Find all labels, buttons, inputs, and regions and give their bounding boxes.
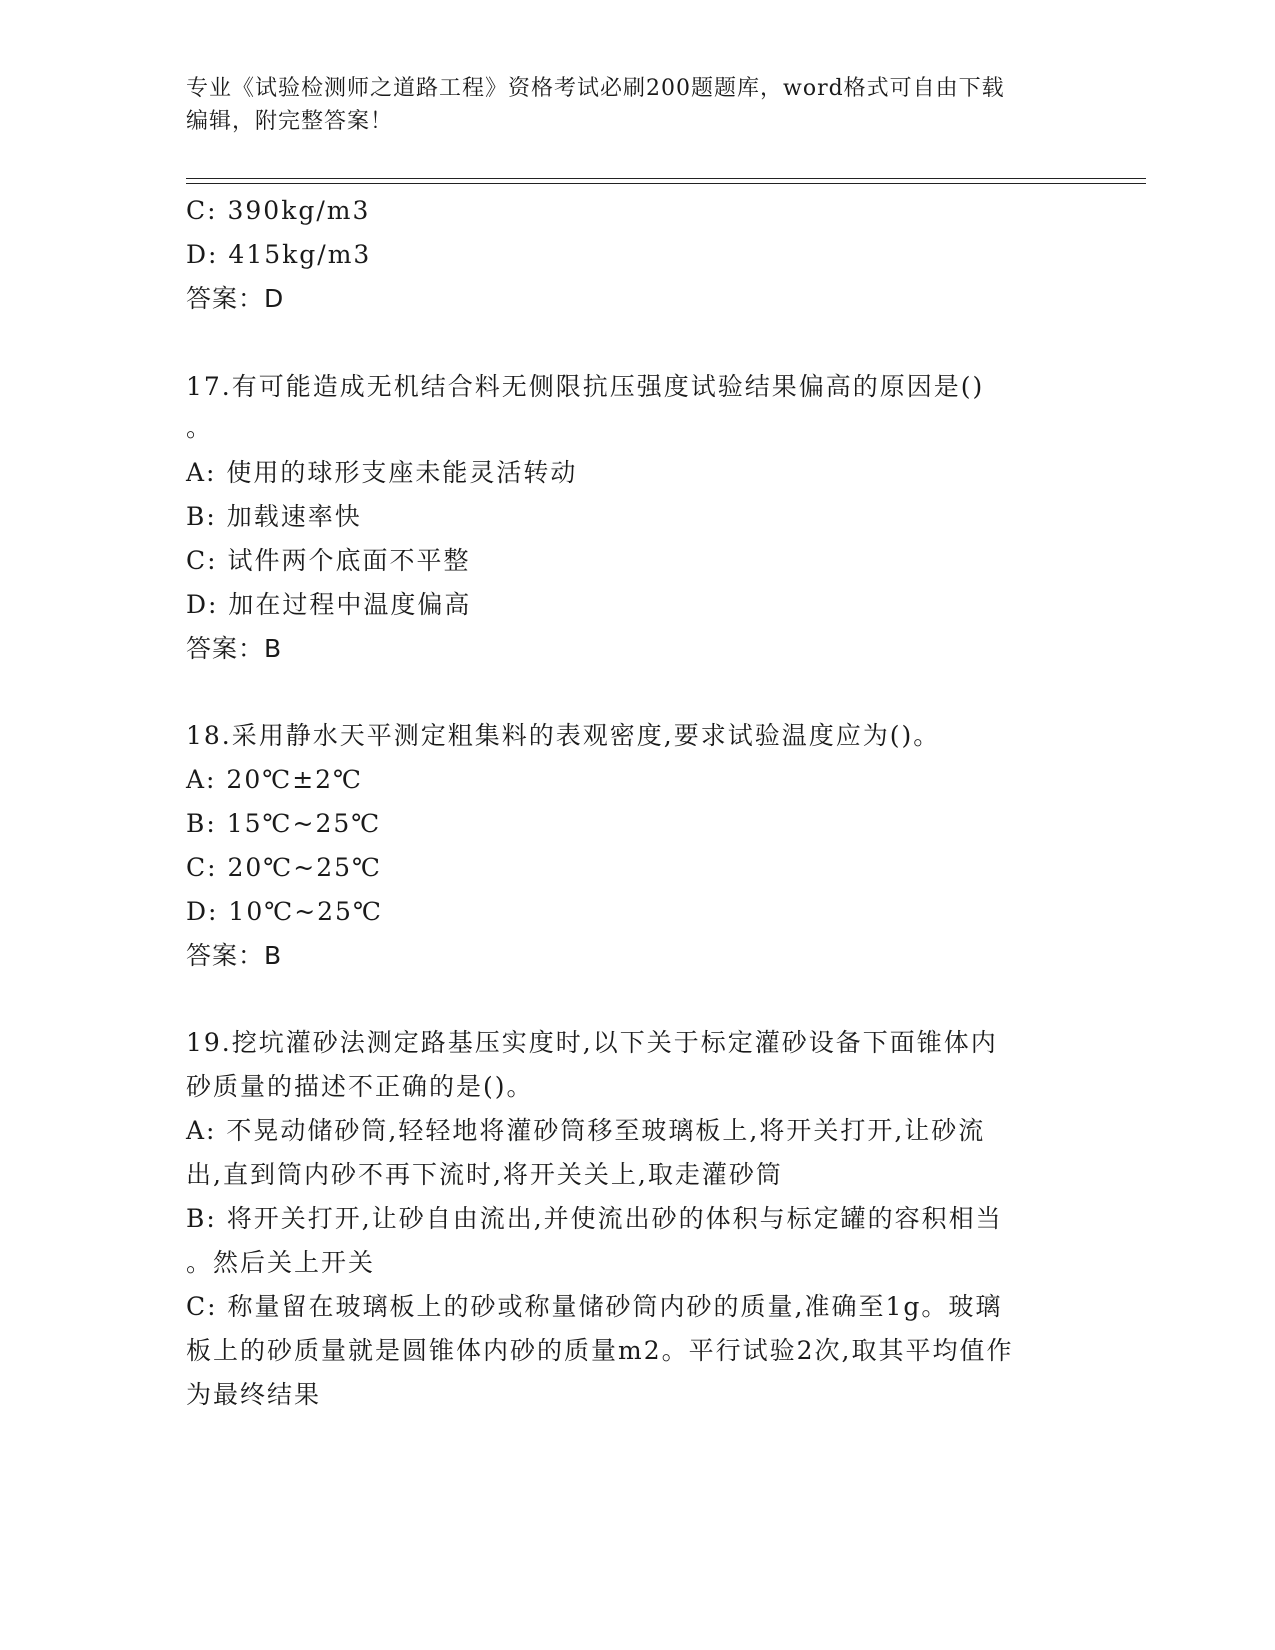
q16-option-d: D: 415kg/m3 — [186, 240, 372, 269]
q17-option-b: B: 加载速率快 — [186, 502, 362, 531]
q19-stem-line-2: 砂质量的描述不正确的是()。 — [186, 1072, 534, 1101]
q17-option-c: C: 试件两个底面不平整 — [186, 546, 471, 575]
q17-stem-line-1: 17.有可能造成无机结合料无侧限抗压强度试验结果偏高的原因是() — [186, 372, 985, 401]
q19-option-c-line-3: 为最终结果 — [186, 1380, 322, 1409]
q16-answer: 答案：D — [186, 284, 285, 313]
q19-option-c-line-2: 板上的砂质量就是圆锥体内砂的质量m2。平行试验2次,取其平均值作 — [186, 1336, 1014, 1365]
header-divider-bottom — [186, 183, 1146, 184]
document-header — [186, 72, 1066, 138]
q19-option-c-line-1: C: 称量留在玻璃板上的砂或称量储砂筒内砂的质量,准确至1g。玻璃 — [186, 1292, 1003, 1321]
q18-option-a: A: 20℃±2℃ — [186, 765, 364, 794]
q17-option-d: D: 加在过程中温度偏高 — [186, 590, 472, 619]
header-line-1: 专业《试验检测师之道路工程》资格考试必刷200题题库，word格式可自由下载 — [186, 76, 1005, 101]
q16-option-c: C: 390kg/m3 — [186, 196, 371, 225]
q18-answer: 答案：B — [186, 941, 283, 970]
q19-option-a-line-1: A: 不晃动储砂筒,轻轻地将灌砂筒移至玻璃板上,将开关打开,让砂流 — [186, 1116, 986, 1145]
header-line-2: 编辑，附完整答案！ — [186, 109, 394, 134]
q17-stem-line-2: 。 — [186, 413, 214, 442]
q18-option-d: D: 10℃~25℃ — [186, 897, 383, 926]
q17-option-a: A: 使用的球形支座未能灵活转动 — [186, 458, 578, 487]
q19-option-a-line-2: 出,直到筒内砂不再下流时,将开关关上,取走灌砂筒 — [186, 1160, 783, 1189]
q17-answer: 答案：B — [186, 634, 283, 663]
header-divider-top — [186, 178, 1146, 179]
q18-option-c: C: 20℃~25℃ — [186, 853, 383, 882]
q19-option-b-line-2: 。然后关上开关 — [186, 1248, 376, 1277]
q19-stem-line-1: 19.挖坑灌砂法测定路基压实度时,以下关于标定灌砂设备下面锥体内 — [186, 1028, 998, 1057]
q18-stem: 18.采用静水天平测定粗集料的表观密度,要求试验温度应为()。 — [186, 721, 941, 750]
q18-option-b: B: 15℃~25℃ — [186, 809, 382, 838]
q19-option-b-line-1: B: 将开关打开,让砂自由流出,并使流出砂的体积与标定罐的容积相当 — [186, 1204, 1003, 1233]
